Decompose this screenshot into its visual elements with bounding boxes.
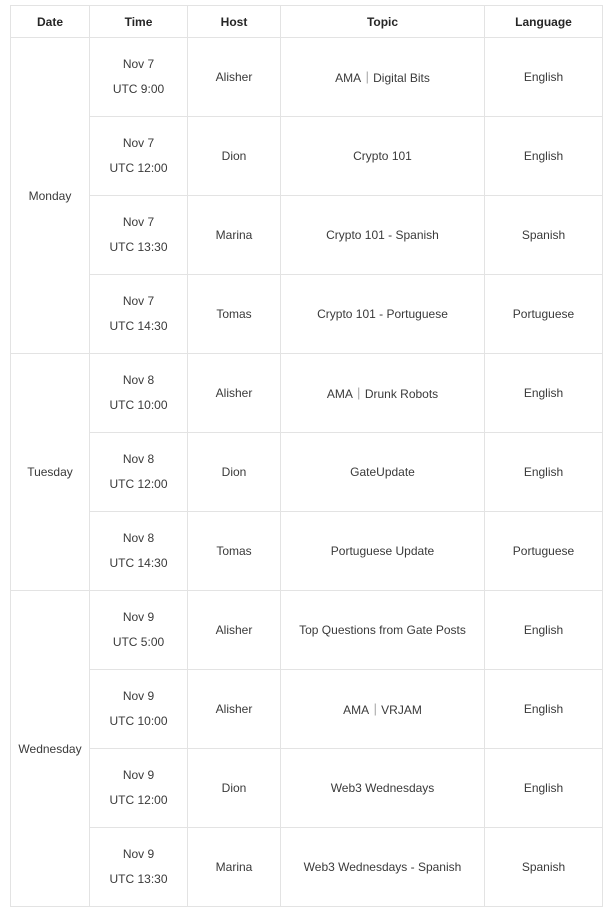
time-text: UTC 14:30 (109, 319, 168, 333)
topic-cell: AMA｜Digital Bits (281, 38, 485, 117)
language-cell: English (485, 433, 603, 512)
date-text: Nov 8 (122, 452, 155, 466)
language-cell: English (485, 38, 603, 117)
host-cell: Tomas (188, 512, 281, 591)
time-text: UTC 5:00 (112, 635, 165, 649)
language-cell: English (485, 117, 603, 196)
date-text: Nov 9 (122, 768, 155, 782)
table-row (11, 591, 603, 670)
language-cell: English (485, 591, 603, 670)
host-cell: Dion (188, 117, 281, 196)
date-text: Nov 9 (122, 689, 155, 703)
date-text: Nov 7 (122, 294, 155, 308)
host-cell: Alisher (188, 591, 281, 670)
topic-cell: Crypto 101 - Portuguese (281, 275, 485, 354)
table-row (11, 38, 603, 117)
time-cell (90, 591, 188, 670)
time-cell (90, 433, 188, 512)
day-cell-monday: Monday (11, 38, 90, 354)
date-text: Nov 9 (122, 847, 155, 861)
table-row (11, 196, 603, 275)
language-cell: Spanish (485, 828, 603, 907)
date-text: Nov 8 (122, 531, 155, 545)
table-row (11, 275, 603, 354)
date-text: Nov 7 (122, 57, 155, 71)
topic-cell: Crypto 101 (281, 117, 485, 196)
time-cell (90, 38, 188, 117)
header-date: Date (11, 6, 90, 38)
table-row (11, 117, 603, 196)
time-text: UTC 13:30 (109, 240, 168, 254)
date-text: Nov 7 (122, 136, 155, 150)
topic-cell: Web3 Wednesdays (281, 749, 485, 828)
topic-cell: Crypto 101 - Spanish (281, 196, 485, 275)
language-cell: English (485, 749, 603, 828)
time-text: UTC 10:00 (109, 398, 168, 412)
language-cell: Spanish (485, 196, 603, 275)
language-cell: English (485, 354, 603, 433)
table-row (11, 512, 603, 591)
topic-cell: Web3 Wednesdays - Spanish (281, 828, 485, 907)
header-time: Time (90, 6, 188, 38)
host-cell: Alisher (188, 38, 281, 117)
topic-cell: AMA｜Drunk Robots (281, 354, 485, 433)
time-cell (90, 749, 188, 828)
date-text: Nov 8 (122, 373, 155, 387)
table-row (11, 749, 603, 828)
table-row (11, 354, 603, 433)
topic-cell: AMA｜VRJAM (281, 670, 485, 749)
language-cell: English (485, 670, 603, 749)
topic-cell: Portuguese Update (281, 512, 485, 591)
time-cell (90, 354, 188, 433)
date-text: Nov 7 (122, 215, 155, 229)
table-row (11, 670, 603, 749)
table-row (11, 828, 603, 907)
host-cell: Marina (188, 828, 281, 907)
header-language: Language (485, 6, 603, 38)
topic-cell: GateUpdate (281, 433, 485, 512)
time-text: UTC 12:00 (109, 793, 168, 807)
time-cell (90, 275, 188, 354)
time-text: UTC 12:00 (109, 161, 168, 175)
host-cell: Alisher (188, 354, 281, 433)
host-cell: Marina (188, 196, 281, 275)
time-cell (90, 828, 188, 907)
time-cell (90, 670, 188, 749)
table-row (11, 433, 603, 512)
language-cell: Portuguese (485, 275, 603, 354)
time-text: UTC 14:30 (109, 556, 168, 570)
header-row (11, 6, 603, 38)
date-text: Nov 9 (122, 610, 155, 624)
time-text: UTC 13:30 (109, 872, 168, 886)
host-cell: Alisher (188, 670, 281, 749)
time-cell (90, 196, 188, 275)
time-text: UTC 9:00 (112, 82, 165, 96)
time-text: UTC 12:00 (109, 477, 168, 491)
schedule-table (10, 5, 603, 907)
header-topic: Topic (281, 6, 485, 38)
day-cell-tuesday: Tuesday (11, 354, 90, 591)
day-cell-wednesday: Wednesday (11, 591, 90, 907)
host-cell: Dion (188, 749, 281, 828)
host-cell: Tomas (188, 275, 281, 354)
time-text: UTC 10:00 (109, 714, 168, 728)
time-cell (90, 117, 188, 196)
language-cell: Portuguese (485, 512, 603, 591)
time-cell (90, 512, 188, 591)
host-cell: Dion (188, 433, 281, 512)
topic-cell: Top Questions from Gate Posts (281, 591, 485, 670)
header-host: Host (188, 6, 281, 38)
